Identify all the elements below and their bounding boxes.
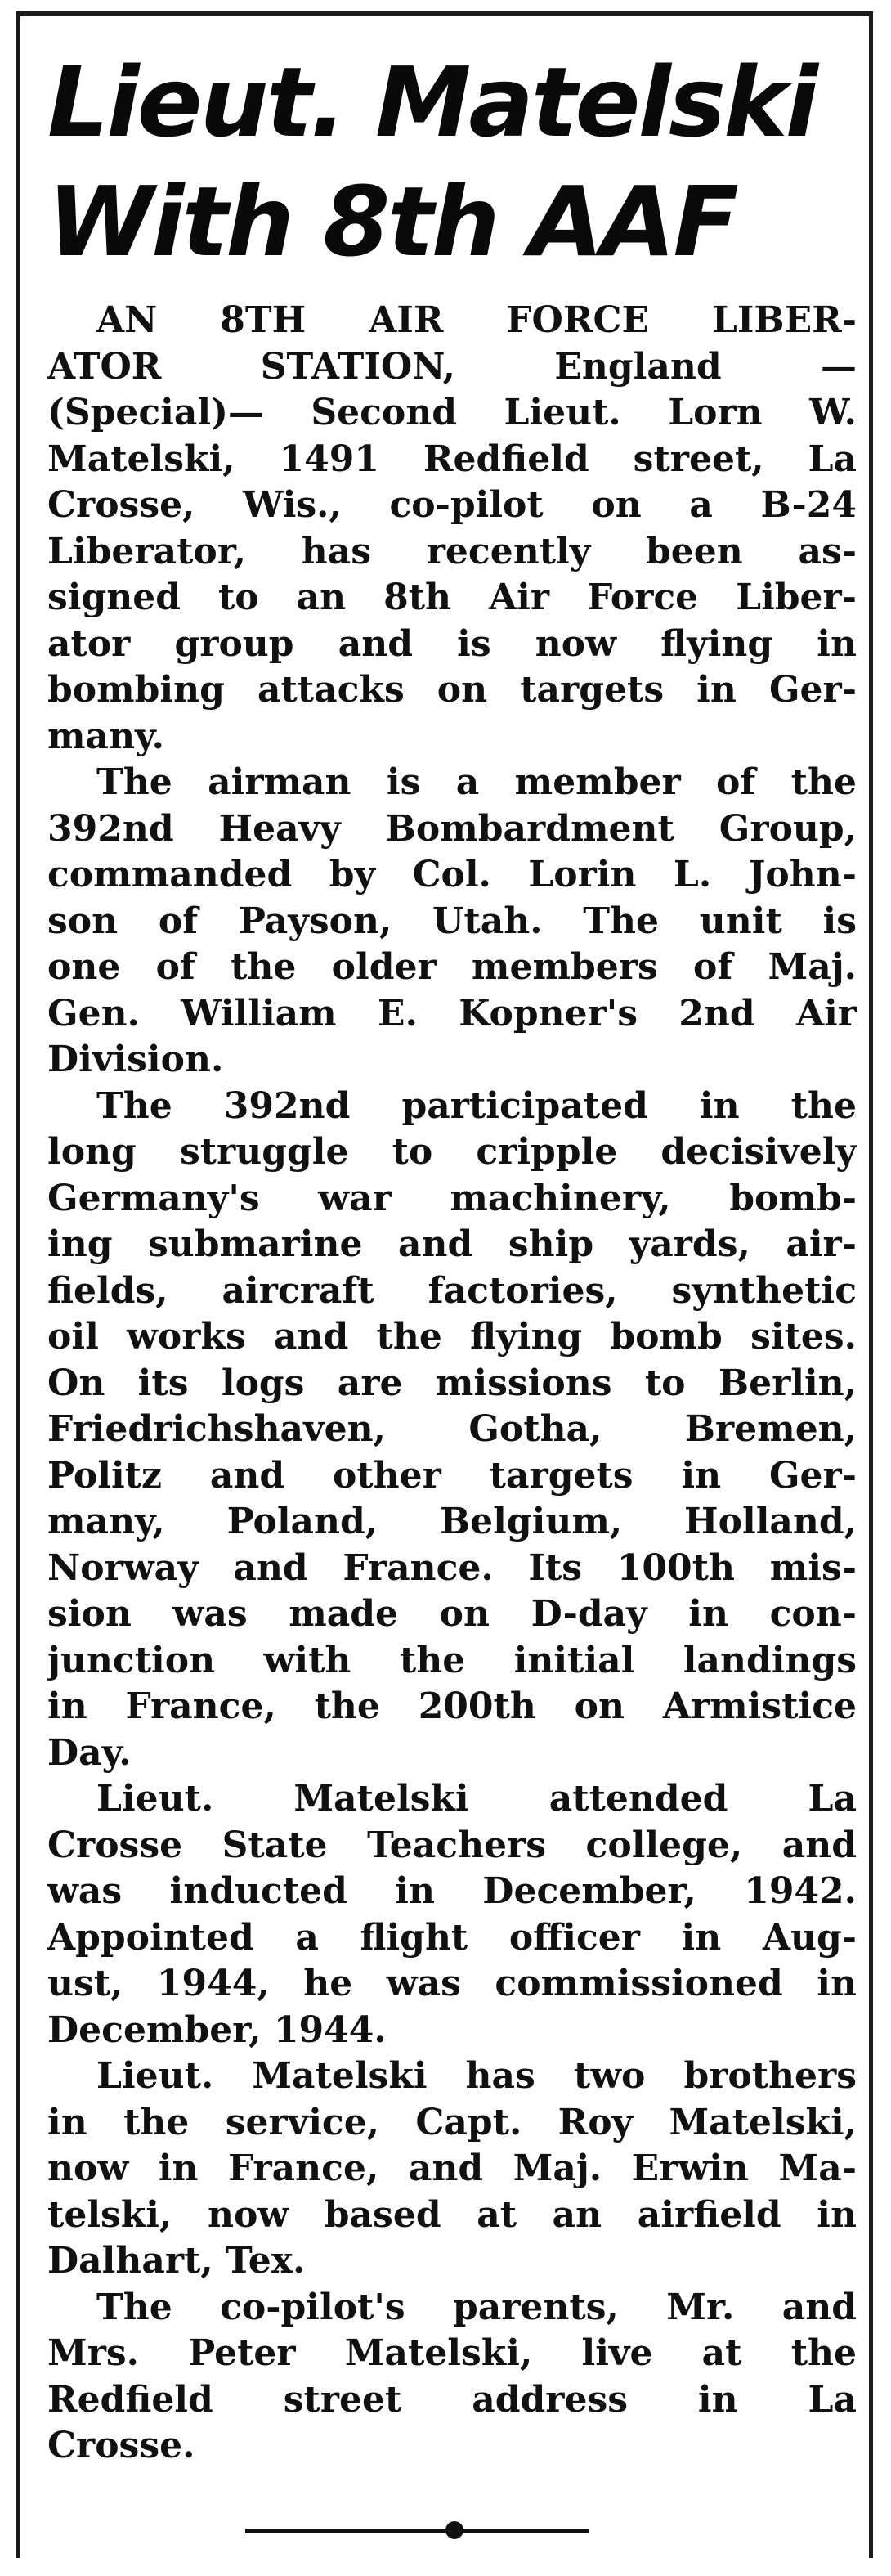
paragraph-line: Redfield street address in La	[47, 2378, 857, 2421]
paragraph-line: The airman is a member of the	[96, 761, 857, 803]
paragraph-line: 392nd Heavy Bombardment Group,	[47, 807, 857, 850]
end-of-article-dot	[446, 2521, 463, 2539]
paragraph-line: Friedrichshaven, Gotha, Bremen,	[47, 1408, 857, 1450]
end-of-article-rule	[245, 2529, 589, 2533]
paragraph-line: oil works and the flying bomb sites.	[47, 1316, 857, 1358]
paragraph-line: The 392nd participated in the	[96, 1084, 857, 1127]
paragraph-line: sion was made on D-day in con-	[47, 1593, 857, 1635]
paragraph-line: in France, the 200th on Armistice	[47, 1685, 857, 1727]
paragraph-line: Lieut. Matelski has two brothers	[96, 2055, 857, 2097]
paragraph-line: signed to an 8th Air Force Liber-	[47, 577, 857, 618]
paragraph-line: ing submarine and ship yards, air-	[47, 1223, 857, 1265]
paragraph-line: son of Payson, Utah. The unit is	[47, 900, 857, 942]
headline-line-1: Lieut. Matelski	[47, 46, 817, 159]
paragraph-line: (Special)— Second Lieut. Lorn W.	[47, 392, 857, 433]
paragraph-line: long struggle to cripple decisively	[47, 1131, 857, 1173]
paragraph	[47, 2053, 857, 2285]
paragraph	[47, 298, 857, 760]
paragraph	[47, 760, 857, 1084]
paragraph-line: fields, aircraft factories, synthetic	[47, 1269, 857, 1312]
paragraph-line: was inducted in December, 1942.	[47, 1870, 857, 1912]
paragraph-line: many, Poland, Belgium, Holland,	[47, 1501, 857, 1542]
paragraph-line: Lieut. Matelski attended La	[96, 1778, 857, 1820]
headline	[47, 43, 857, 281]
paragraph-line: junction with the initial landings	[47, 1639, 857, 1681]
paragraph-line: Day.	[47, 1731, 132, 1774]
paragraph-line: Germany's war machinery, bomb-	[47, 1177, 857, 1219]
paragraph-line: Dalhart, Tex.	[47, 2240, 306, 2282]
news-article	[47, 43, 857, 2470]
paragraph-line: ATOR STATION, England —	[47, 345, 857, 388]
article-body	[47, 298, 857, 2470]
column-top-rule	[18, 11, 870, 16]
paragraph-line: bombing attacks on targets in Ger-	[47, 669, 857, 711]
paragraph-line: ator group and is now flying in	[47, 622, 857, 665]
paragraph-line: Gen. William E. Kopner's 2nd Air	[47, 992, 857, 1034]
paragraph-line: now in France, and Maj. Erwin Ma-	[47, 2147, 857, 2189]
paragraph-line: one of the older members of Maj.	[47, 946, 857, 988]
paragraph-line: ust, 1944, he was commissioned in	[47, 1963, 857, 2004]
paragraph-line: telski, now based at an airfield in	[47, 2193, 857, 2236]
column-right-rule	[869, 11, 873, 2558]
paragraph-line: many.	[47, 715, 164, 757]
paragraph-line: commanded by Col. Lorin L. John-	[47, 854, 857, 895]
paragraph-line: Appointed a flight officer in Aug-	[47, 1916, 857, 1959]
paragraph-line: December, 1944.	[47, 2008, 387, 2051]
paragraph-line: Politz and other targets in Ger-	[47, 1454, 857, 1497]
column-left-rule	[16, 11, 20, 2558]
paragraph-line: Crosse, Wis., co-pilot on a B-24	[47, 484, 857, 526]
paragraph	[47, 1084, 857, 1777]
paragraph-line: The co-pilot's parents, Mr. and	[96, 2286, 857, 2328]
paragraph-line: On its logs are missions to Berlin,	[47, 1362, 857, 1404]
paragraph-line: Mrs. Peter Matelski, live at the	[47, 2332, 857, 2374]
paragraph-line: Crosse State Teachers college, and	[47, 1824, 857, 1866]
paragraph-line: Matelski, 1491 Redfield street, La	[47, 438, 857, 480]
paragraph-line: Liberator, has recently been as-	[47, 530, 857, 572]
headline-line-2: With 8th AAF	[47, 165, 737, 278]
paragraph-line: in the service, Capt. Roy Matelski,	[47, 2101, 857, 2143]
paragraph	[47, 2285, 857, 2470]
paragraph	[47, 1776, 857, 2053]
paragraph-line: Division.	[47, 1039, 224, 1080]
paragraph-line: AN 8TH AIR FORCE LIBER-	[96, 299, 857, 341]
paragraph-line: Norway and France. Its 100th mis-	[47, 1546, 857, 1589]
paragraph-line: Crosse.	[47, 2425, 195, 2466]
